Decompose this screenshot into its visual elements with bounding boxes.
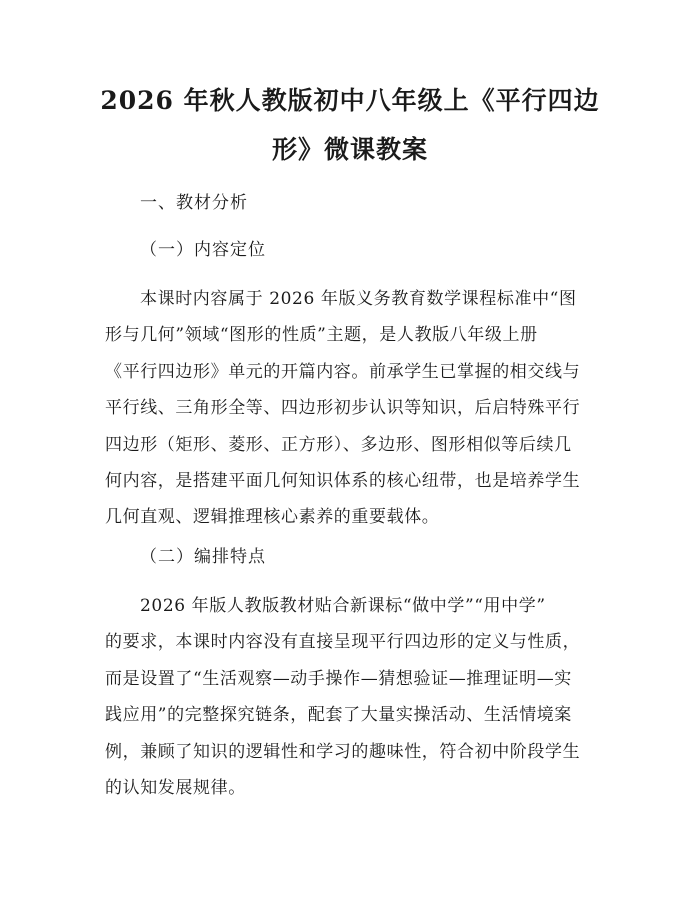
paragraph-layout-features xyxy=(105,598,605,816)
paragraph-line: 平行线、三角形全等、四边形初步认识等知识，后启特殊平行 xyxy=(105,398,581,419)
paragraph-line: 《平行四边形》单元的开篇内容。前承学生已掌握的相交线与 xyxy=(105,361,581,382)
paragraph-line: 几何直观、逻辑推理核心素养的重要载体。 xyxy=(105,507,440,528)
paragraph-line: 本课时内容属于 2026 年版义务教育数学课程标准中“图 xyxy=(140,289,577,309)
paragraph-line: 的要求，本课时内容没有直接呈现平行四边形的定义与性质， xyxy=(105,632,581,653)
document-title-line-2: 形》微课教案 xyxy=(271,135,428,164)
paragraph-line: 2026 年版人教版教材贴合新课标“做中学”“用中学” xyxy=(140,596,546,616)
paragraph-line: 践应用”的完整探究链条，配套了大量实操活动、生活情境案 xyxy=(105,705,572,726)
paragraph-line: 而是设置了“生活观察—动手操作—猜想验证—推理证明—实 xyxy=(105,668,572,689)
paragraph-line: 的认知发展规律。 xyxy=(105,777,246,798)
subsection-heading-layout-features: （二）编排特点 xyxy=(140,547,266,567)
paragraph-content-positioning xyxy=(105,291,605,546)
paragraph-line: 何内容，是搭建平面几何知识体系的核心纽带，也是培养学生 xyxy=(105,470,581,491)
paragraph-line: 四边形（矩形、菱形、正方形）、多边形、图形相似等后续几 xyxy=(105,434,572,455)
subsection-heading-content-positioning: （一）内容定位 xyxy=(140,240,266,260)
section-heading-textbook-analysis: 一、教材分析 xyxy=(140,193,248,213)
paragraph-line: 例，兼顾了知识的逻辑性和学习的趣味性，符合初中阶段学生 xyxy=(105,741,581,762)
paragraph-line: 形与几何”领域“图形的性质”主题，是人教版八年级上册 xyxy=(105,325,538,346)
document-title-line-1: 2026 年秋人教版初中八年级上《平行四边 xyxy=(100,86,600,115)
